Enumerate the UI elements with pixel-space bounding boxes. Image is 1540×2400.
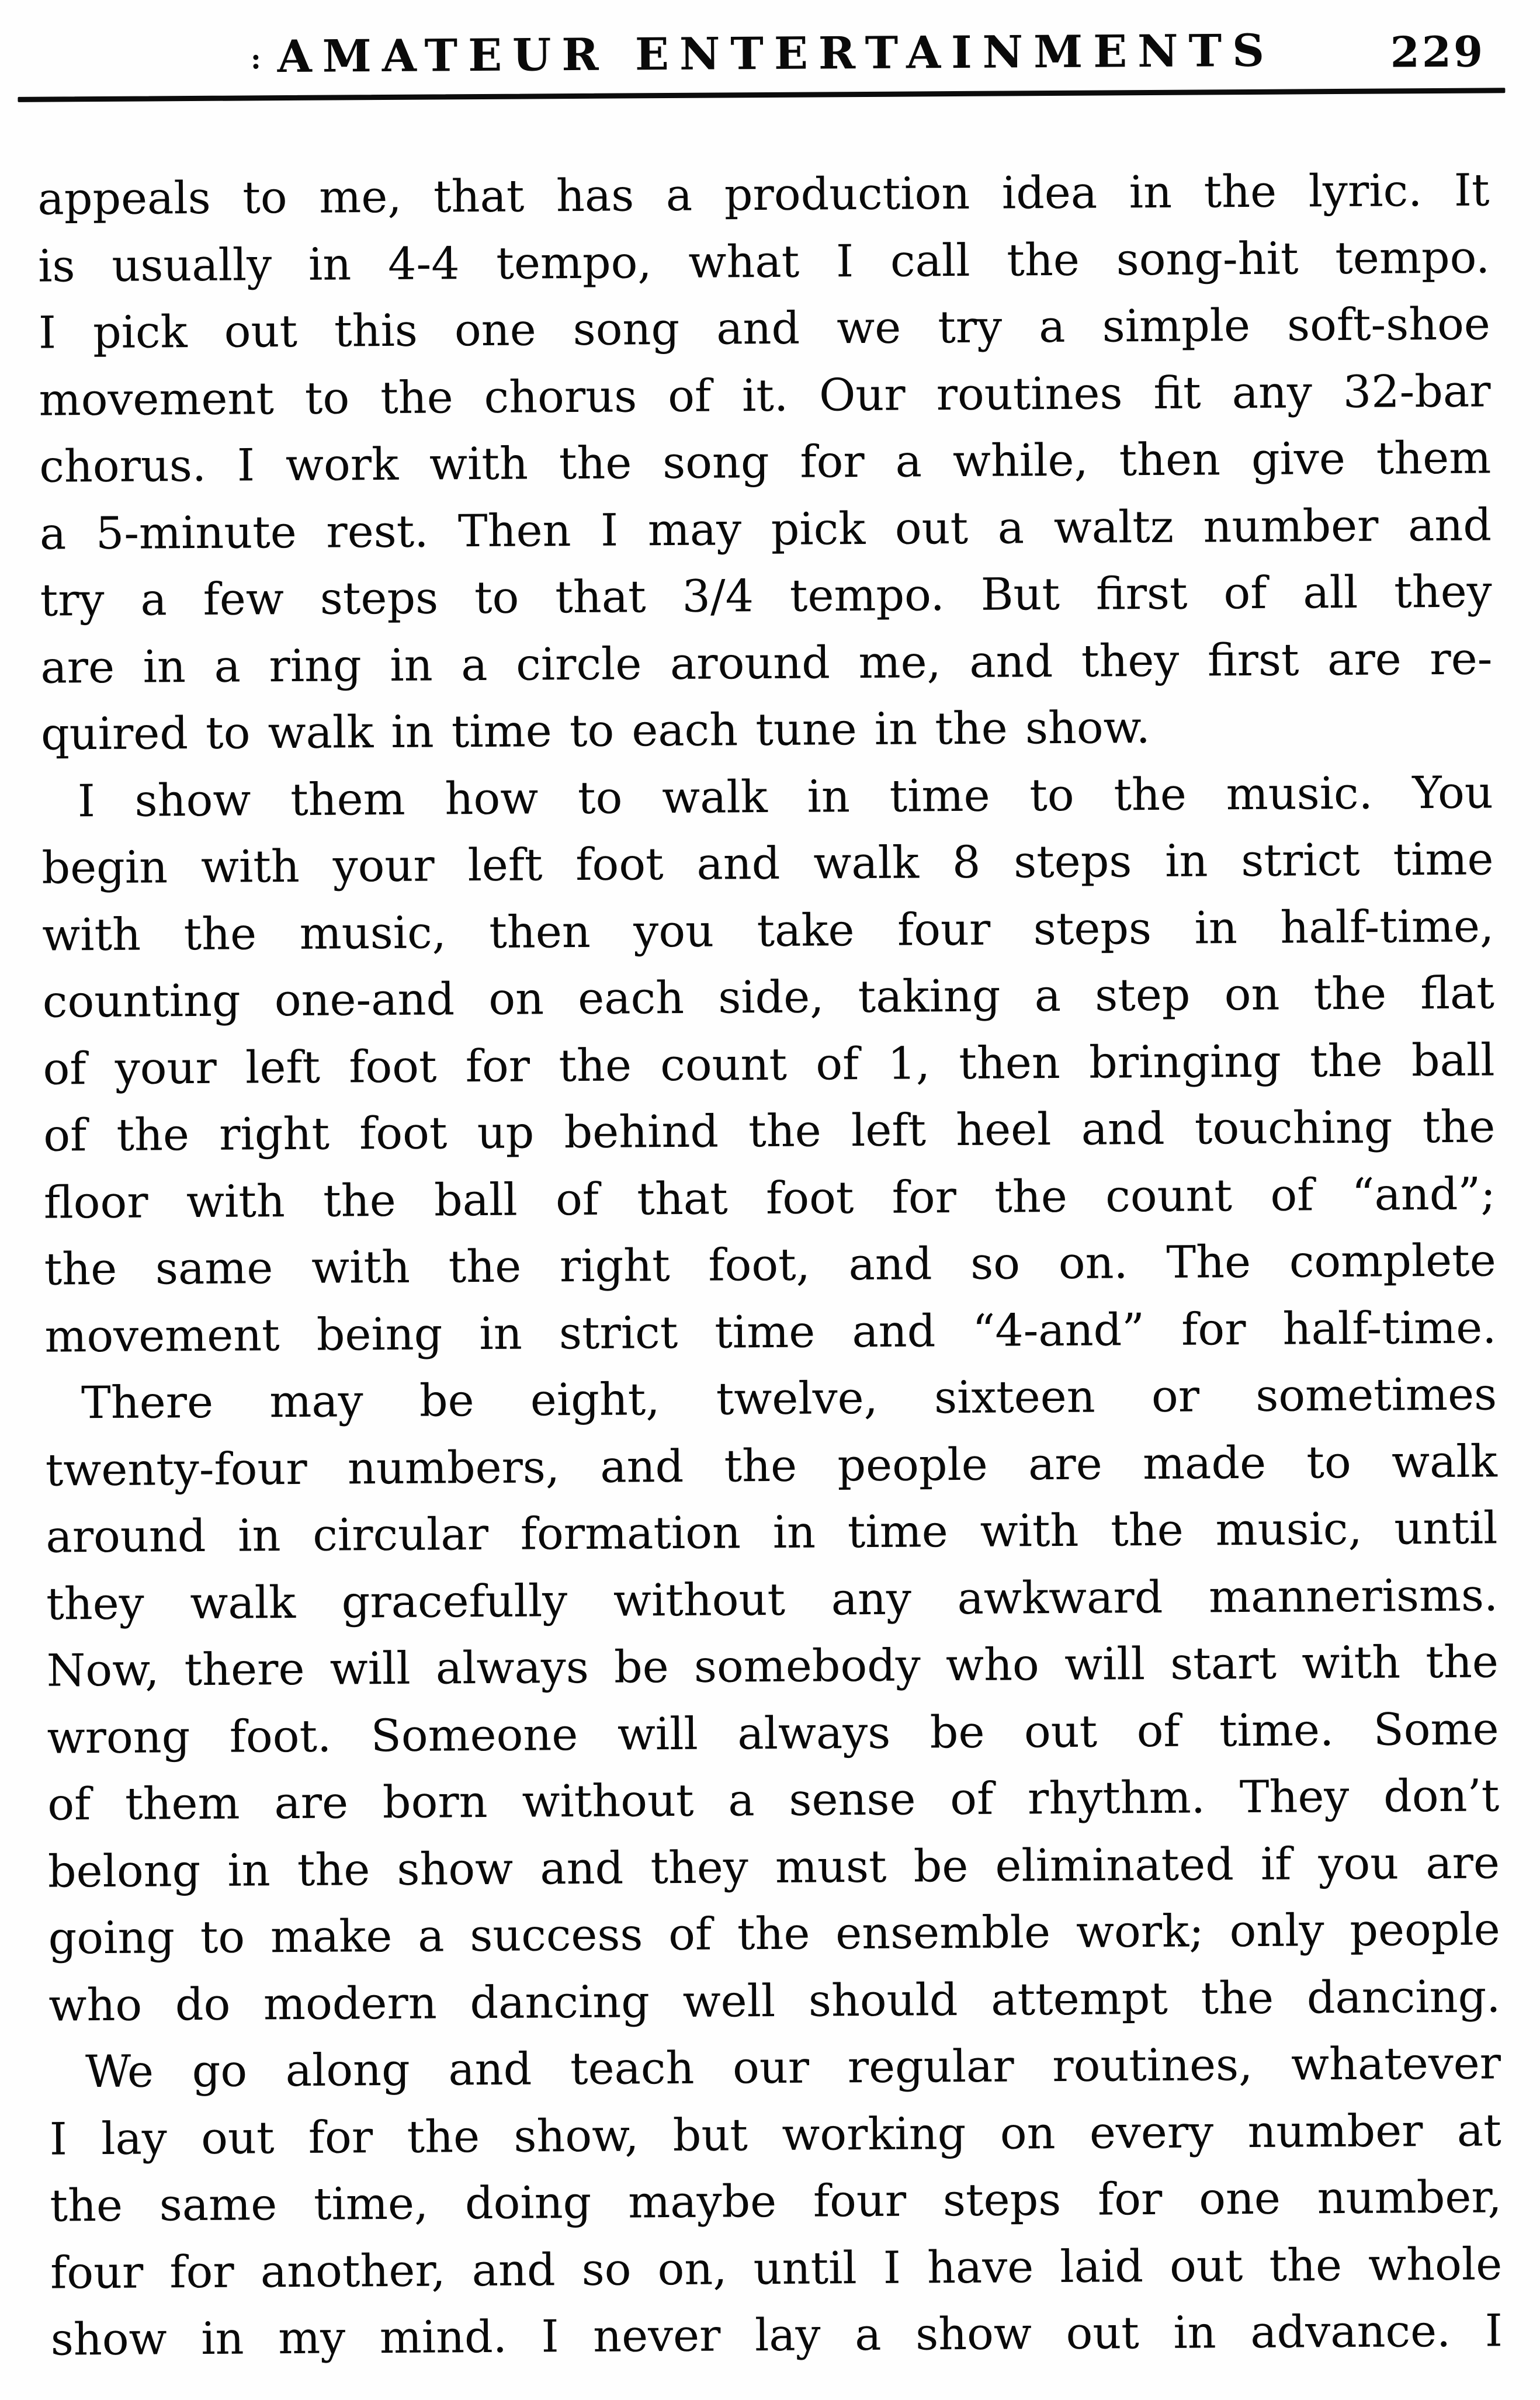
stray-ink-mark: :	[250, 43, 261, 76]
text-line: is usually in 4-4 tempo, what I call the song-hit tempo.	[37, 230, 1490, 292]
text-line: floor with the ball of that foot for the count of “and”;	[43, 1167, 1496, 1229]
text-line: of the right foot up behind the left heel and touching the	[43, 1100, 1496, 1161]
text-line: counting one-and on each side, taking a step on the flat	[42, 966, 1495, 1028]
text-line: of them are born without a sense of rhythm. They don’t	[47, 1769, 1500, 1830]
running-header	[37, 20, 1489, 93]
chapter-title	[37, 20, 1489, 89]
text-line: belong in the show and they must be eliminated if you are	[47, 1836, 1500, 1898]
text-line: they walk gracefully without any awkward mannerisms.	[46, 1568, 1499, 1630]
text-line: show in my mind. I never lay a show out in advance. I	[50, 2304, 1503, 2366]
text-line: begin with your left foot and walk 8 steps in strict time	[41, 833, 1494, 894]
text-line: around in circular formation in time with the music, until	[46, 1501, 1498, 1563]
running-header-title: AMATEUR ENTERTAINMENTS	[277, 24, 1275, 83]
body-text	[37, 157, 1503, 2373]
text-line: are in a ring in a circle around me, and they first are re-	[40, 632, 1493, 693]
text-line: who do modern dancing well should attempt the dancing.	[48, 1969, 1501, 2031]
text-line: with the music, then you take four steps in half-time,	[41, 899, 1494, 961]
text-line: going to make a success of the ensemble work; only people	[48, 1903, 1500, 1964]
text-line: of your left foot for the count of 1, then bringing the ball	[43, 1033, 1495, 1095]
text-line: chorus. I work with the song for a while, then give them	[39, 431, 1492, 493]
text-line: appeals to me, that has a production idea in the lyric. It	[37, 164, 1490, 225]
text-line: the same time, doing maybe four steps for one number,	[50, 2170, 1502, 2232]
text-line: try a few steps to that 3/4 tempo. But first of all they	[40, 565, 1492, 626]
text-line: movement to the chorus of it. Our routines fit any 32-bar	[39, 364, 1491, 426]
text-line: quired to walk in time to each tune in the show.	[40, 701, 1151, 760]
text-line: twenty-four numbers, and the people are made to walk	[45, 1434, 1498, 1496]
text-line: Now, there will always be somebody who will start with the	[46, 1635, 1499, 1697]
text-line: movement being in strict time and “4-and” for half-time.	[44, 1300, 1497, 1362]
text-line: a 5-minute rest. Then I may pick out a waltz number and	[39, 498, 1492, 560]
text-line: There may be eight, twelve, sixteen or sometimes	[81, 1368, 1497, 1429]
text-line: the same with the right foot, and so on. The complete	[44, 1234, 1496, 1295]
text-line: We go along and teach our regular routines, whatever	[85, 2037, 1501, 2098]
page-number: 229	[1390, 26, 1486, 77]
text-line: wrong foot. Someone will always be out of time. Some	[47, 1702, 1499, 1764]
text-line: four for another, and so on, until I have laid out the whole	[50, 2237, 1503, 2299]
text-line: I pick out this one song and we try a simple soft-shoe	[38, 297, 1491, 359]
text-line: I show them how to walk in time to the music. You	[77, 765, 1494, 827]
text-line: I lay out for the show, but working on every number at	[49, 2103, 1502, 2165]
